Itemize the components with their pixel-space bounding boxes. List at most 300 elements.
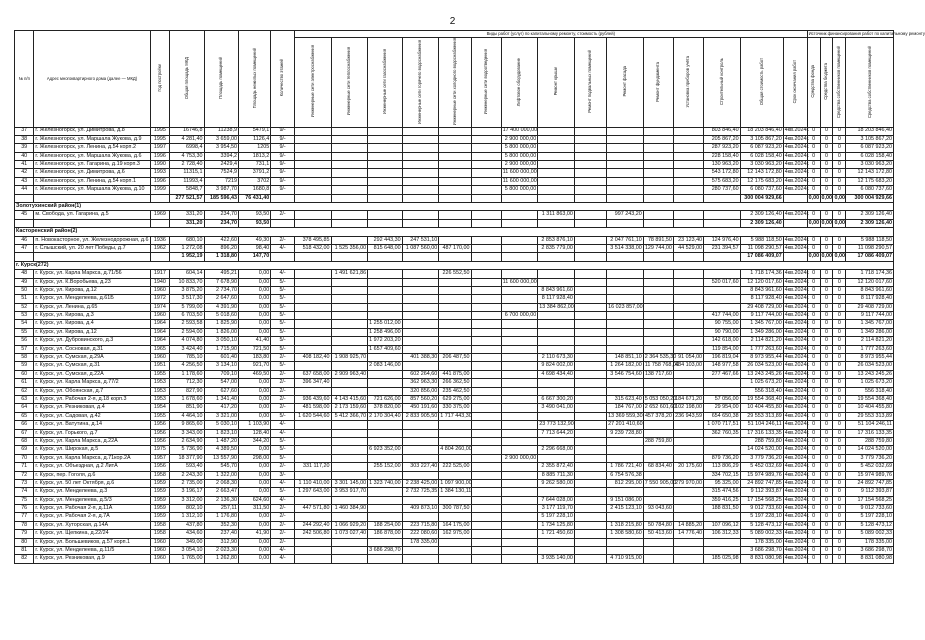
cell-deadline: 4кв.2024г. xyxy=(784,370,810,377)
cell-design: 654 650,38 xyxy=(704,412,741,420)
table-row xyxy=(15,446,894,454)
cell-sum: 5 197 228,10 xyxy=(846,513,894,521)
row-area-res: 4 391,90 xyxy=(204,303,238,311)
cell-deadline: 4кв.2024г. xyxy=(784,161,810,168)
row-floors: 4/- xyxy=(271,244,295,252)
cell-f1: 0 xyxy=(807,547,820,555)
cell-meters xyxy=(673,345,703,353)
cell-drain xyxy=(471,236,501,244)
row-year: 1996 xyxy=(150,152,169,160)
cell-meters xyxy=(673,437,703,445)
cell-found xyxy=(643,177,673,185)
subtotal-sum: 17 086 409,07 xyxy=(846,253,894,261)
cell-design: 803 846,40 xyxy=(704,127,741,135)
cell-sum: 5 128 473,12 xyxy=(846,521,894,529)
row-floors: 2/- xyxy=(271,538,295,546)
row-year: 1960 xyxy=(150,286,169,294)
section-title: Касторенский район(2) xyxy=(15,228,894,236)
cell-cws: 162 975,00 xyxy=(439,530,471,538)
cell-electric xyxy=(294,152,331,160)
cell-heat xyxy=(331,345,368,353)
row-address: г. Курск, ул. Дубровинского, д.3 xyxy=(34,337,150,345)
cell-meters xyxy=(673,177,703,185)
cell-deadline: 4кв.2024г. xyxy=(784,286,810,293)
subtotal-blank xyxy=(607,194,644,202)
cell-electric xyxy=(294,303,331,311)
cell-f2: 0 xyxy=(820,555,833,563)
works-group-header: Виды работ (услуг) по капитальному ремонту, стоимость (рублей) xyxy=(294,31,807,38)
cell-hws xyxy=(402,161,439,169)
cell-f1: 0 xyxy=(807,345,820,353)
cell-lift xyxy=(501,370,538,378)
cell-found xyxy=(643,429,673,437)
subtotal-blank xyxy=(643,253,673,261)
cell-deadline: 4кв.2024г. xyxy=(784,437,810,444)
subtotal-blank xyxy=(294,194,331,202)
cell-lift xyxy=(501,345,538,353)
row-area: 5848,7 xyxy=(170,186,204,194)
row-year: 1959 xyxy=(150,505,169,513)
cell-f1: 0 xyxy=(807,177,820,185)
cell-meters xyxy=(673,127,703,135)
cell-facade xyxy=(607,278,644,286)
cell-deadline: 4кв.2024г. xyxy=(784,412,810,419)
cell-hws: 450 191,60 xyxy=(402,404,439,412)
row-area-nonres: 0,00 xyxy=(238,379,270,387)
cell-sum: 10 404 455,80 xyxy=(846,404,894,412)
cell-heat: 1 460 384,90 xyxy=(331,505,368,513)
row-number: 44 xyxy=(15,186,34,194)
row-year: 1995 xyxy=(150,135,169,143)
cell-gas: 186 878,00 xyxy=(368,530,402,538)
cell-basement xyxy=(574,211,606,219)
cell-deadline: 4кв.2024г. xyxy=(784,244,810,251)
col-lift: Лифтовое оборудование xyxy=(501,38,538,128)
cell-meters: 184 671,20 xyxy=(675,395,703,402)
row-area-res: 2429,4 xyxy=(204,161,238,169)
cell-total: 8 973 955,44 xyxy=(740,354,783,362)
row-floors: 9/- xyxy=(271,144,295,152)
cell-gas xyxy=(368,295,402,303)
cell-total: 14 024 520,00 xyxy=(740,446,783,454)
row-floors: 2/- xyxy=(271,521,295,529)
row-area-nonres: 1 103,90 xyxy=(238,421,270,429)
cell-design: 90 755,00 xyxy=(704,320,741,328)
cell-deadline: 4кв.2024г. xyxy=(784,421,810,428)
cell-design: 334 702,15 xyxy=(704,471,741,479)
cell-cws xyxy=(439,337,471,345)
cell-facade: 6 754 576,38 xyxy=(607,471,644,479)
row-address: г. Курск, ул. Менделеева, д.3 xyxy=(34,488,150,496)
cell-drain xyxy=(471,211,501,219)
cell-found xyxy=(643,488,673,496)
row-year: 1960 xyxy=(150,555,169,563)
row-floors: 5/- xyxy=(271,303,295,311)
cell-heat: 2 173 159,60 xyxy=(331,404,368,412)
cell-deadline: 4кв.2024г. xyxy=(784,177,810,184)
cell-basement xyxy=(574,547,606,555)
cell-roof xyxy=(538,337,575,345)
row-number: 50 xyxy=(15,286,34,294)
col-meters: Установка приборов учёта xyxy=(673,38,703,128)
cell-roof: 5 197 228,10 xyxy=(538,513,575,521)
cell-total: 2 309 126,40 xyxy=(740,211,783,219)
table-row xyxy=(15,286,894,294)
cell-lift xyxy=(501,337,538,345)
cell-gas xyxy=(368,312,402,320)
cell-deadline: 4кв.2024г. xyxy=(784,295,810,302)
row-number: 81 xyxy=(15,547,34,555)
cell-deadline: 4кв.2024г. xyxy=(784,463,810,470)
table-row xyxy=(15,295,894,303)
cell-drain xyxy=(471,396,501,404)
section-title: Золотухинский район(1) xyxy=(15,203,894,211)
cell-hws xyxy=(402,471,439,479)
cell-design: 196 819,04 xyxy=(704,354,741,362)
cell-sum: 3 105 867,20 xyxy=(846,135,894,143)
cell-f1: 0 xyxy=(807,429,820,437)
row-area-nonres: 0,00 xyxy=(238,547,270,555)
cell-gas: 292 443,30 xyxy=(368,236,402,244)
cell-cws xyxy=(439,454,471,462)
table-row xyxy=(15,505,894,513)
row-area-res: 1 487,20 xyxy=(204,437,238,445)
cell-facade xyxy=(607,320,644,328)
cell-drain xyxy=(471,471,501,479)
cell-cws xyxy=(439,513,471,521)
cell-total: 8 831 080,98 xyxy=(740,555,783,563)
cell-basement xyxy=(574,521,606,529)
cell-total: 18 203 846,40 xyxy=(740,127,783,135)
cell-cws xyxy=(439,278,471,286)
row-area: 2 243,30 xyxy=(170,471,204,479)
row-address: г. Курск, ул. Резниковая, д.4 xyxy=(34,404,150,412)
row-area-res: 2 068,30 xyxy=(204,479,238,487)
cell-heat: 3 953 917,70 xyxy=(331,488,368,496)
cell-hws xyxy=(402,429,439,437)
cell-f1: 0 xyxy=(807,421,820,429)
subtotal-blank xyxy=(271,194,295,202)
cell-f3: 0 xyxy=(833,328,846,336)
row-address: г. Курск, ул. Ленина, д.65 xyxy=(34,303,150,311)
cell-meters xyxy=(673,152,703,160)
subtotal-blank xyxy=(402,219,439,227)
cell-heat xyxy=(331,278,368,286)
cell-sum: 17 154 568,25 xyxy=(846,496,894,504)
row-floors: 2/- xyxy=(271,370,295,378)
row-area: 2 735,00 xyxy=(170,479,204,487)
cell-sum: 11 098 290,57 xyxy=(846,244,894,252)
cell-found xyxy=(643,513,673,521)
cell-electric: 242 506,80 xyxy=(294,530,331,538)
row-number: 52 xyxy=(15,303,34,311)
row-area-res: 234,70 xyxy=(204,211,238,219)
cell-sum: 1 777 263,60 xyxy=(846,345,894,353)
cell-facade xyxy=(607,144,644,152)
cell-drain xyxy=(471,404,501,412)
cell-drain xyxy=(471,463,501,471)
cell-total: 29 408 729,00 xyxy=(740,303,783,311)
cell-drain xyxy=(471,337,501,345)
cell-gas xyxy=(368,211,402,219)
subtotal-blank xyxy=(783,219,807,227)
cell-heat xyxy=(331,496,368,504)
cell-heat xyxy=(331,320,368,328)
cell-f1: 0 xyxy=(807,513,820,521)
row-area-nonres: 0,00 xyxy=(238,270,270,278)
cell-meters xyxy=(673,513,703,521)
cell-meters xyxy=(673,488,703,496)
cell-basement xyxy=(574,496,606,504)
cell-cws xyxy=(439,437,471,445)
cell-sum: 6 080 737,60 xyxy=(846,186,894,194)
row-year: 1956 xyxy=(150,421,169,429)
row-area-nonres: 721,50 xyxy=(238,345,270,353)
cell-cws: 1 097 900,00 xyxy=(440,479,472,486)
cell-drain xyxy=(471,387,501,395)
cell-f1: 0 xyxy=(807,555,820,563)
cell-heat xyxy=(331,152,368,160)
row-year: 1956 xyxy=(150,437,169,445)
cell-cws xyxy=(439,211,471,219)
cell-heat xyxy=(331,295,368,303)
cell-f3: 0 xyxy=(833,404,846,412)
cell-f3: 0 xyxy=(833,429,846,437)
cell-f3: 0 xyxy=(833,152,846,160)
row-address: г. Железногорск, ул. Маршала Жукова, д.6 xyxy=(34,152,150,160)
cell-basement xyxy=(574,169,606,177)
cell-meters xyxy=(673,505,703,513)
row-year: 1958 xyxy=(150,521,169,529)
table-row xyxy=(15,454,894,462)
row-area: 18 377,90 xyxy=(170,454,204,462)
row-address: г. Курск, ул. Менделеева, д.61Б xyxy=(34,295,150,303)
cell-f3: 0 xyxy=(833,412,846,420)
cell-gas xyxy=(368,437,402,445)
cell-f3: 0 xyxy=(833,555,846,563)
cell-f3: 0 xyxy=(833,530,846,538)
cell-lift xyxy=(501,412,538,420)
subtotal-blank xyxy=(368,219,402,227)
cell-drain xyxy=(471,421,501,429)
cell-drain xyxy=(471,135,501,143)
cell-f1: 0 xyxy=(807,186,820,194)
row-floors: 4/- xyxy=(271,547,295,555)
cell-roof xyxy=(538,152,575,160)
cell-design xyxy=(704,286,741,294)
cell-found xyxy=(643,328,673,336)
row-area-nonres: 0,00 xyxy=(238,312,270,320)
cell-meters xyxy=(673,211,703,219)
cell-facade: 812 295,00 xyxy=(607,479,644,487)
row-area: 2 593,58 xyxy=(170,320,204,328)
cell-f3: 0 xyxy=(833,446,846,454)
cell-facade xyxy=(607,177,644,185)
cell-total: 3 030 963,20 xyxy=(740,161,783,169)
cell-deadline: 4кв.2024г. xyxy=(784,278,810,285)
cell-roof: 6 667 300,20 xyxy=(538,396,575,404)
row-area-res: 1 825,90 xyxy=(204,320,238,328)
cell-hws xyxy=(402,144,439,152)
row-area-nonres: 311,50 xyxy=(238,505,270,513)
cell-sum: 29 408 729,00 xyxy=(846,303,894,311)
table-row xyxy=(15,488,894,496)
cell-f1: 0 xyxy=(807,320,820,328)
cell-gas xyxy=(368,555,402,563)
cell-lift xyxy=(501,488,538,496)
subtotal-area: 277 521,57 xyxy=(170,194,204,202)
cell-lift: 5 800 000,00 xyxy=(501,144,538,152)
subtotal-blank xyxy=(15,219,34,227)
cell-facade: 1 308 580,60 xyxy=(607,530,644,538)
cell-lift xyxy=(501,471,538,479)
cell-f2: 0 xyxy=(820,379,833,387)
cell-sum: 5 988 118,50 xyxy=(846,236,894,244)
cell-roof: 1 721 450,60 xyxy=(538,530,575,538)
cell-found xyxy=(643,144,673,152)
cell-f2: 0 xyxy=(820,521,833,529)
cell-cws xyxy=(439,286,471,294)
cell-sum: 3 779 736,20 xyxy=(846,454,894,462)
cell-f2: 0 xyxy=(820,421,833,429)
row-address: г. Слышский, ул. 20 лет Победы, д.7 xyxy=(34,244,150,252)
row-address: г. Курск, ул. Щепкина, д.22/24 xyxy=(34,530,150,538)
cell-electric: 447 571,80 xyxy=(294,505,331,513)
table-row xyxy=(15,127,894,135)
cell-facade xyxy=(607,454,644,462)
cell-hws: 247 531,10 xyxy=(402,236,439,244)
cell-roof xyxy=(538,454,575,462)
cell-f2: 0 xyxy=(820,354,833,362)
cell-facade xyxy=(607,152,644,160)
cell-basement xyxy=(574,320,606,328)
cell-heat: 4 143 415,60 xyxy=(331,396,368,404)
row-area-res: 1 176,80 xyxy=(204,513,238,521)
cell-meters xyxy=(673,379,703,387)
cell-found xyxy=(643,538,673,546)
cell-meters xyxy=(673,337,703,345)
cell-meters xyxy=(673,303,703,311)
cell-cws xyxy=(439,152,471,160)
cell-f3: 0 xyxy=(833,127,846,135)
cell-total: 2 114 821,20 xyxy=(740,337,783,345)
cell-sum: 13 243 245,26 xyxy=(846,370,894,378)
cell-hws xyxy=(402,337,439,345)
row-floors: 9/- xyxy=(271,127,295,135)
cell-cws xyxy=(439,496,471,504)
cell-basement xyxy=(574,303,606,311)
row-number: 59 xyxy=(15,362,34,370)
subtotal-blank xyxy=(704,253,741,261)
cell-meters xyxy=(673,286,703,294)
subtotal-blank xyxy=(501,219,538,227)
cell-sum: 556 318,40 xyxy=(846,387,894,395)
cell-roof: 9 262 580,00 xyxy=(538,479,575,487)
subtotal-blank xyxy=(294,253,331,261)
cell-gas: 378 820,00 xyxy=(368,404,402,412)
cell-cws xyxy=(439,169,471,177)
cell-cws: 226 552,50 xyxy=(439,270,471,278)
cell-heat xyxy=(331,471,368,479)
row-year: 1917 xyxy=(150,270,169,278)
subtotal-area-nonres: 93,50 xyxy=(238,219,270,227)
row-area-nonres: 1205 xyxy=(238,144,270,152)
cell-meters xyxy=(673,312,703,320)
row-number: 47 xyxy=(15,244,34,252)
cell-basement xyxy=(574,513,606,521)
cell-f3: 0 xyxy=(833,479,846,487)
cell-f1: 0 xyxy=(807,295,820,303)
cell-basement xyxy=(574,505,606,513)
cell-total: 178 335,00 xyxy=(740,538,783,546)
cell-drain xyxy=(471,328,501,336)
col-total: Общая стоимость работ xyxy=(740,38,783,128)
cell-lift xyxy=(501,379,538,387)
cell-gas xyxy=(368,429,402,437)
cell-hws: 857 560,20 xyxy=(402,396,439,404)
cell-f1: 0 xyxy=(807,144,820,152)
row-address: г. Курск, ул. Рабочая 2-я, д.7А xyxy=(34,513,150,521)
col-fund: Средства фонда xyxy=(807,38,820,128)
cell-found xyxy=(643,547,673,555)
cell-cws: 235 462,50 xyxy=(439,387,471,395)
cell-f1: 0 xyxy=(807,437,820,445)
cell-basement xyxy=(574,144,606,152)
cell-total: 24 892 747,85 xyxy=(740,479,783,487)
cell-facade xyxy=(607,437,644,445)
cell-meters xyxy=(673,295,703,303)
cell-found xyxy=(643,379,673,387)
cell-lift xyxy=(501,396,538,404)
cell-f1: 0 xyxy=(807,169,820,177)
table-row xyxy=(15,135,894,143)
cell-f1: 0 xyxy=(807,454,820,462)
cell-total: 12 143 172,80 xyxy=(740,169,783,177)
cell-total: 5 128 473,12 xyxy=(740,521,783,529)
row-address: г. Курск, ул. Большевиков, д.57 корп.1 xyxy=(34,538,150,546)
cell-f3: 0 xyxy=(833,370,846,378)
cell-f1: 0 xyxy=(807,161,820,169)
cell-f3: 0 xyxy=(833,362,846,370)
row-area-res: 3 321,00 xyxy=(204,412,238,420)
cell-deadline: 4кв.2024г. xyxy=(784,505,810,512)
cell-total: 1 349 286,00 xyxy=(740,328,783,336)
row-number: 41 xyxy=(15,161,34,169)
subtotal-blank xyxy=(402,253,439,261)
row-area: 3 875,20 xyxy=(170,286,204,294)
cell-basement xyxy=(574,295,606,303)
cell-total: 6 028 158,40 xyxy=(740,152,783,160)
table-row xyxy=(15,236,894,244)
cell-electric xyxy=(294,454,331,462)
cell-found: 5 053 050,20 xyxy=(644,395,677,402)
row-area: 5 799,00 xyxy=(170,303,204,311)
cell-f2: 0 xyxy=(820,244,833,252)
row-address: г. Курск, ул. Карла Маркса, д.22А xyxy=(34,437,150,445)
table-row xyxy=(15,496,894,504)
cell-drain xyxy=(471,454,501,462)
cell-lift xyxy=(501,270,538,278)
row-floors: 5/- xyxy=(271,345,295,353)
row-area: 5 736,90 xyxy=(170,446,204,454)
cell-roof: 2 835 779,00 xyxy=(538,244,575,252)
row-floors: 2/- xyxy=(271,530,295,538)
cell-lift: 11 600 000,00 xyxy=(502,169,537,176)
row-area-res: 3 134,10 xyxy=(204,362,238,370)
cell-roof xyxy=(538,270,575,278)
cell-meters xyxy=(673,270,703,278)
cell-f3: 0 xyxy=(833,211,846,219)
